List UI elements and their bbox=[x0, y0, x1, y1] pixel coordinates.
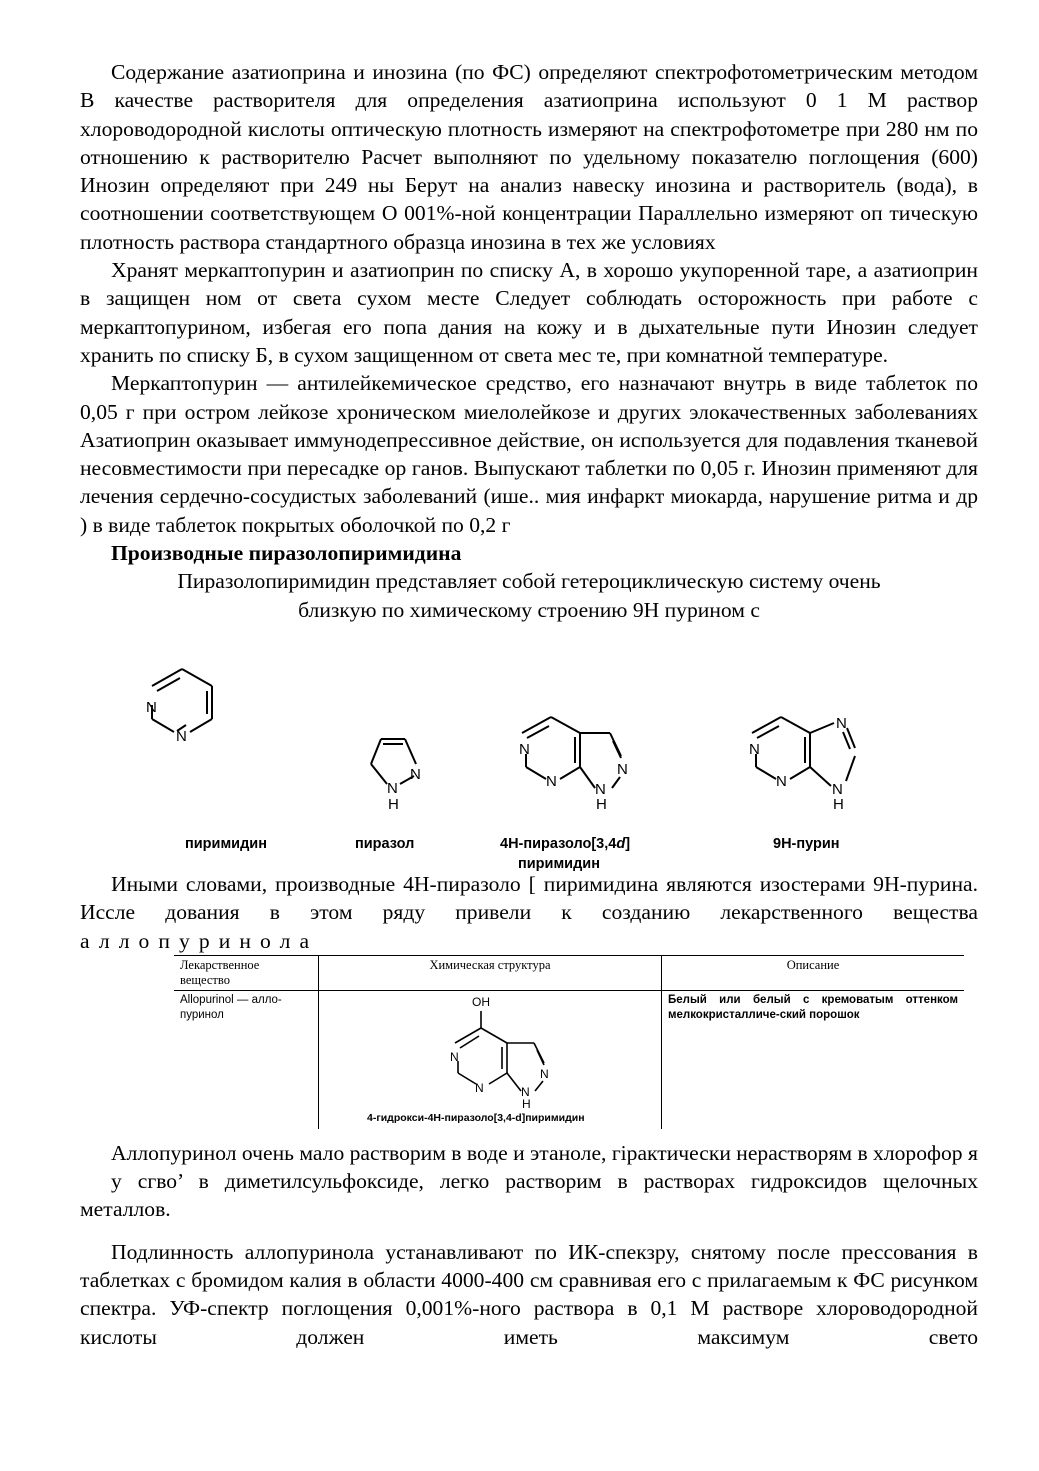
intro-line-2: близкую по химическому строению 9Н пурином с bbox=[298, 597, 760, 622]
chemical-structures bbox=[80, 636, 978, 872]
atom-label: N bbox=[595, 780, 606, 798]
atom-label: H bbox=[833, 795, 844, 813]
drug-structure-cell bbox=[319, 990, 662, 1129]
table-row bbox=[174, 990, 964, 1129]
header-description: Описание bbox=[662, 955, 965, 990]
structures-figure bbox=[80, 636, 978, 872]
header-structure: Химическая структура bbox=[319, 955, 662, 990]
allopurinol-structure bbox=[325, 993, 655, 1123]
caption-pyrazolopyrimidine: 4Н-пиразоло[3,4d] bbox=[500, 835, 631, 852]
atom-label: N bbox=[617, 760, 628, 778]
caption-pyrazole: пиразол bbox=[355, 835, 415, 852]
intro-line-1: Пиразолопиримидин представляет собой гетероциклическую систему очень bbox=[177, 569, 881, 594]
section-heading: Производные пиразолопиримидина bbox=[111, 541, 462, 566]
allopurinol-caption: 4-гидрокси-4Н-пиразоло[3,4-d]пиримидин bbox=[367, 1111, 585, 1124]
atom-label: N bbox=[776, 772, 787, 790]
paragraph-assay: Содержание азатиоприна и инозина (по ФС) определяют спектрофотометрическим методом В качестве растворителя для определения азатиоприна используют 0 1 М раствор хлороводородной кислоты оптическую плотность измеряют на спектрофотометре при 280 нм по отношению к растворителю Расчет выполняют по удельному показателю поглощения (600) Инозин определяют при 249 ны Берут на анализ навеску инозина и растворитель (вода), в соотношении соответствующем О 001%-ной концентрации Параллельно измеряют оп тическую плотность раствора стандартного образца инозина в тех же условиях bbox=[80, 60, 978, 254]
atom-label: N bbox=[410, 765, 421, 783]
atom-label: N bbox=[521, 1084, 530, 1099]
table-header-row bbox=[174, 955, 964, 990]
pyrimidine-structure bbox=[152, 669, 212, 732]
drug-description: Белый или белый с кремоватым оттенком мелкокристалличе-ский порошок bbox=[668, 993, 958, 1021]
atom-label: N bbox=[387, 779, 398, 797]
caption-purine: 9Н-пурин bbox=[773, 835, 840, 852]
drug-table bbox=[174, 955, 964, 1129]
caption-pyrazolopyrimidine-2: пиримидин bbox=[518, 855, 600, 872]
atom-label: N bbox=[519, 740, 530, 758]
atom-label: N bbox=[475, 1080, 484, 1095]
paragraph-solubility-2: у сгво’ в диметилсульфоксиде, легко растворим в растворах гидроксидов щелочных металлов. bbox=[80, 1169, 978, 1222]
paragraph-identity: Подлинность аллопуринола устанавливают по ИК-спекзру, снятому после прессования в таблетках с бромидом калия в области 4000-400 см сравнивая его с прилагаемым к ФС рисунком спектра. УФ-спектр поглощения 0,001%-ного раствора в 0,1 М растворе хлороводородной кислоты должен иметь максимум свето bbox=[80, 1239, 978, 1349]
spaced-word: аллопуринола bbox=[80, 928, 319, 953]
header-drug: Лекарственное вещество bbox=[174, 955, 319, 990]
atom-label: H bbox=[522, 1096, 531, 1111]
paragraph-storage: Хранят меркаптопурин и азатиоприн по списку А, в хорошо укупоренной таре, а азатиоприн в защищен ном от света сухом месте Следует соблюдать осторожность при работе с меркаптопурином, избегая его попа дания на кожу и в дыхательные пути Инозин следует хранить по списку Б, в сухом защищенном от света мес те, при комнатной температуре. bbox=[80, 258, 978, 367]
atom-label: N bbox=[540, 1066, 549, 1081]
atom-label: H bbox=[388, 795, 399, 813]
atom-label: N bbox=[146, 698, 157, 716]
pyrazolopyrimidine-structure bbox=[522, 717, 621, 788]
atom-label: N bbox=[749, 740, 760, 758]
atom-label: N bbox=[836, 714, 847, 732]
paragraph-solubility: Аллопуринол очень мало растворим в воде и этаноле, гірактически нерастворям в хлорофор я bbox=[111, 1140, 978, 1165]
drug-name: Allopurinol — алло-пуринол bbox=[180, 993, 282, 1021]
atom-label: OH bbox=[472, 994, 490, 1009]
atom-label: N bbox=[176, 727, 187, 745]
paragraph-isosteres: Иными словами, производные 4Н-пиразоло [ пиримидина являются изостерами 9Н-пурина. Иссле дования в этом ряду привели к созданию лекарственного вещества bbox=[80, 871, 978, 925]
atom-label: N bbox=[832, 780, 843, 798]
atom-label: N bbox=[450, 1049, 459, 1064]
atom-label: H bbox=[596, 795, 607, 813]
document-page bbox=[80, 58, 978, 1351]
caption-pyrimidine: пиримидин bbox=[185, 835, 267, 852]
atom-label: N bbox=[546, 772, 557, 790]
paragraph-usage: Меркаптопурин — антилейкемическое средство, его назначают внутрь в виде таблеток по 0,05 г при остром лейкозе хроническом миелолейкозе и других элокачественных заболеваниях Азатиоприн оказывает иммунодепрессивное действие, он используется для подавления тканевой несовместимости при пересадке ор ганов. Выпускают таблетки по 0,05 г. Инозин применяют для лечения сердечно-сосудистых заболеваний (ише.. мия инфаркт миокарда, нарушение ритма и др ) в виде таблеток покрытых оболочкой по 0,2 г bbox=[80, 371, 978, 537]
